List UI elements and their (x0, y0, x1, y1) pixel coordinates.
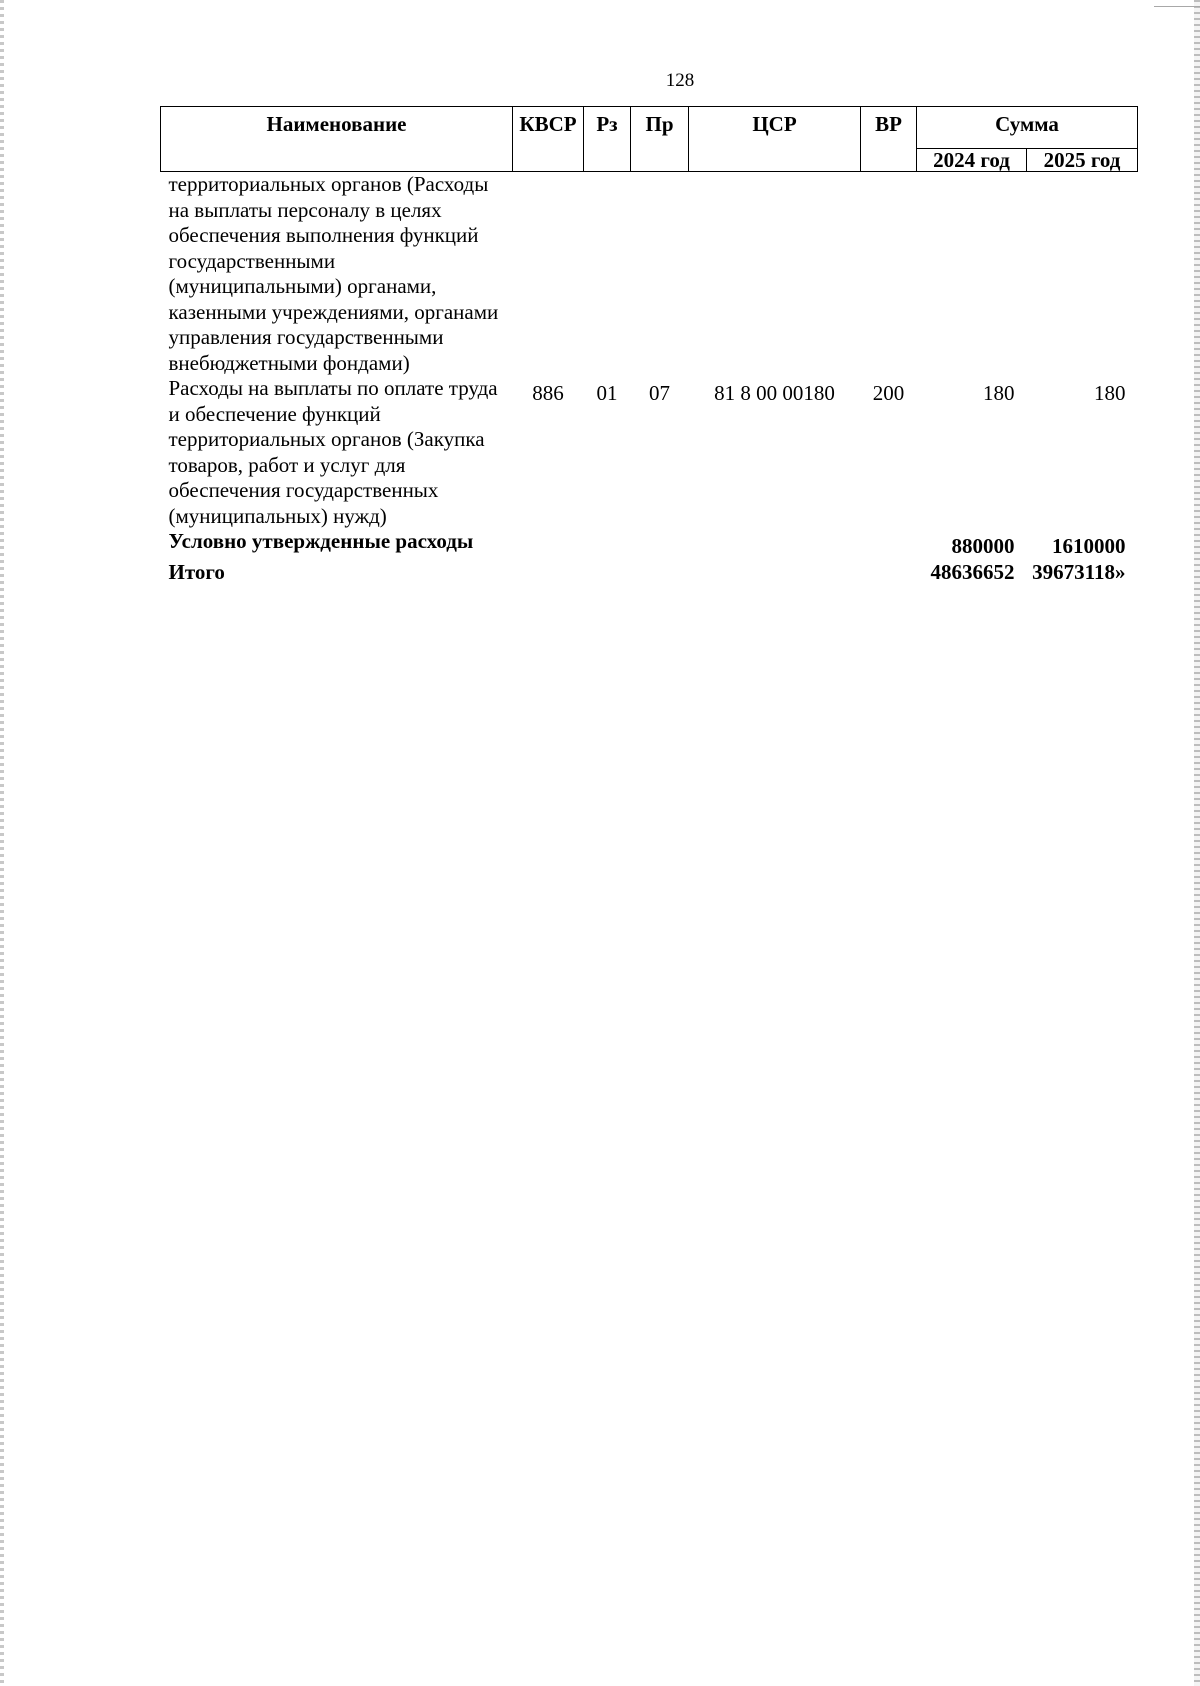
table-row-total (161, 560, 1138, 586)
row-rz (584, 172, 631, 377)
budget-table (160, 106, 1138, 585)
row-vr: 200 (872, 381, 905, 405)
row-csr (689, 172, 861, 377)
row-rz (584, 529, 631, 560)
row-pr (631, 529, 689, 560)
row-rz (584, 560, 631, 586)
col-header-name: Наименование (161, 107, 513, 172)
col-header-2025: 2025 год (1027, 149, 1138, 172)
scan-corner-mark (1154, 0, 1200, 7)
row-csr (689, 529, 861, 560)
col-header-vr: ВР (861, 107, 917, 172)
row-sum-2024: 48636652 (930, 559, 1015, 584)
row-csr (689, 560, 861, 586)
row-vr (861, 172, 917, 377)
scan-edge-right (1194, 0, 1200, 1686)
row-sum-2024: 880000 (951, 534, 1015, 558)
col-header-csr: ЦСР (689, 107, 861, 172)
col-header-kvsr: КВСР (513, 107, 584, 172)
page-number: 128 (665, 70, 695, 91)
row-name: Условно утвержденные расходы (168, 529, 474, 553)
table-row (161, 172, 1138, 377)
row-kvsr: 886 (532, 381, 564, 405)
col-header-sum: Сумма (917, 107, 1138, 149)
table-row (161, 529, 1138, 560)
row-pr (631, 172, 689, 377)
row-vr (861, 529, 917, 560)
row-kvsr (513, 172, 584, 377)
col-header-pr: Пр (631, 107, 689, 172)
row-sum-2024 (917, 172, 1027, 377)
col-header-2024: 2024 год (917, 149, 1027, 172)
row-sum-2025: 39673118» (1032, 559, 1126, 584)
header-row (161, 107, 1138, 149)
row-name: Расходы на выплаты по оплате труда и обеспечение функций территориальных органов (Закупка товаров, работ и услуг для обеспечения государственных (муниципальных) нужд) (168, 376, 498, 528)
row-name: территориальных органов (Расходы на выплаты персоналу в целях обеспечения выполнения функций государственными (муниципальными) органами, казенными учреждениями, органами управления государственными внебюджетными фондами) (168, 172, 499, 375)
row-sum-2025 (1027, 172, 1138, 377)
row-sum-2024: 180 (983, 381, 1015, 405)
row-rz: 01 (596, 381, 618, 405)
col-header-rz: Рз (584, 107, 631, 172)
row-csr: 81 8 00 00180 (714, 381, 835, 405)
row-sum-2025: 180 (1094, 381, 1126, 405)
scan-edge-left (0, 0, 4, 1686)
table-row (161, 376, 1138, 529)
row-vr (861, 560, 917, 586)
row-kvsr (513, 529, 584, 560)
row-name: Итого (168, 559, 225, 584)
row-kvsr (513, 560, 584, 586)
row-pr: 07 (649, 381, 670, 405)
row-sum-2025: 1610000 (1052, 534, 1126, 558)
row-pr (631, 560, 689, 586)
